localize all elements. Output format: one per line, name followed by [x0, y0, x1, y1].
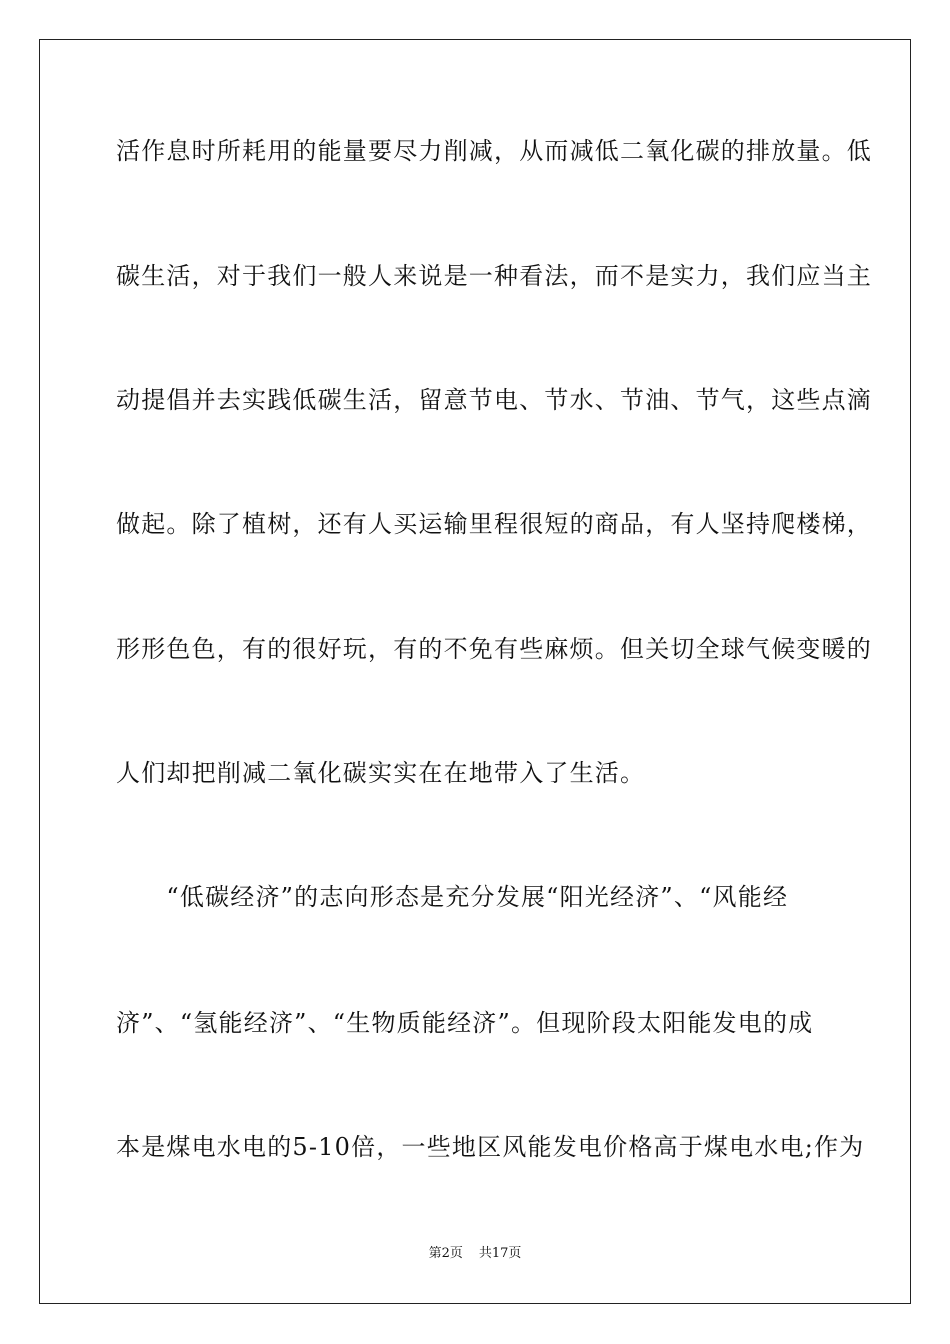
body-text-line: 形形色色，有的很好玩，有的不免有些麻烦。但关切全球气候变暖的 [116, 635, 872, 663]
body-text-line: 做起。除了植树，还有人买运输里程很短的商品，有人坚持爬楼梯， [116, 510, 872, 538]
body-text-line: 活作息时所耗用的能量要尽力削减，从而减低二氧化碳的排放量。低 [116, 137, 872, 165]
page-border [39, 39, 911, 1304]
body-text-line: 人们却把削减二氧化碳实实在在地带入了生活。 [116, 759, 646, 787]
body-text-line: 济”、“氢能经济”、“生物质能经济”。但现阶段太阳能发电的成 [116, 1009, 814, 1037]
body-text-line: 碳生活，对于我们一般人来说是一种看法，而不是实力，我们应当主 [116, 262, 872, 290]
body-text-line: 动提倡并去实践低碳生活，留意节电、节水、节油、节气，这些点滴 [116, 386, 872, 414]
body-text-line: “低碳经济”的志向形态是充分发展“阳光经济”、“风能经 [116, 883, 789, 911]
page-footer [0, 1245, 950, 1263]
page-number: 第2页 [428, 1246, 463, 1261]
body-text-line: 本是煤电水电的5-10倍，一些地区风能发电价格高于煤电水电;作为 [116, 1133, 865, 1161]
page-total: 共17页 [478, 1246, 522, 1261]
